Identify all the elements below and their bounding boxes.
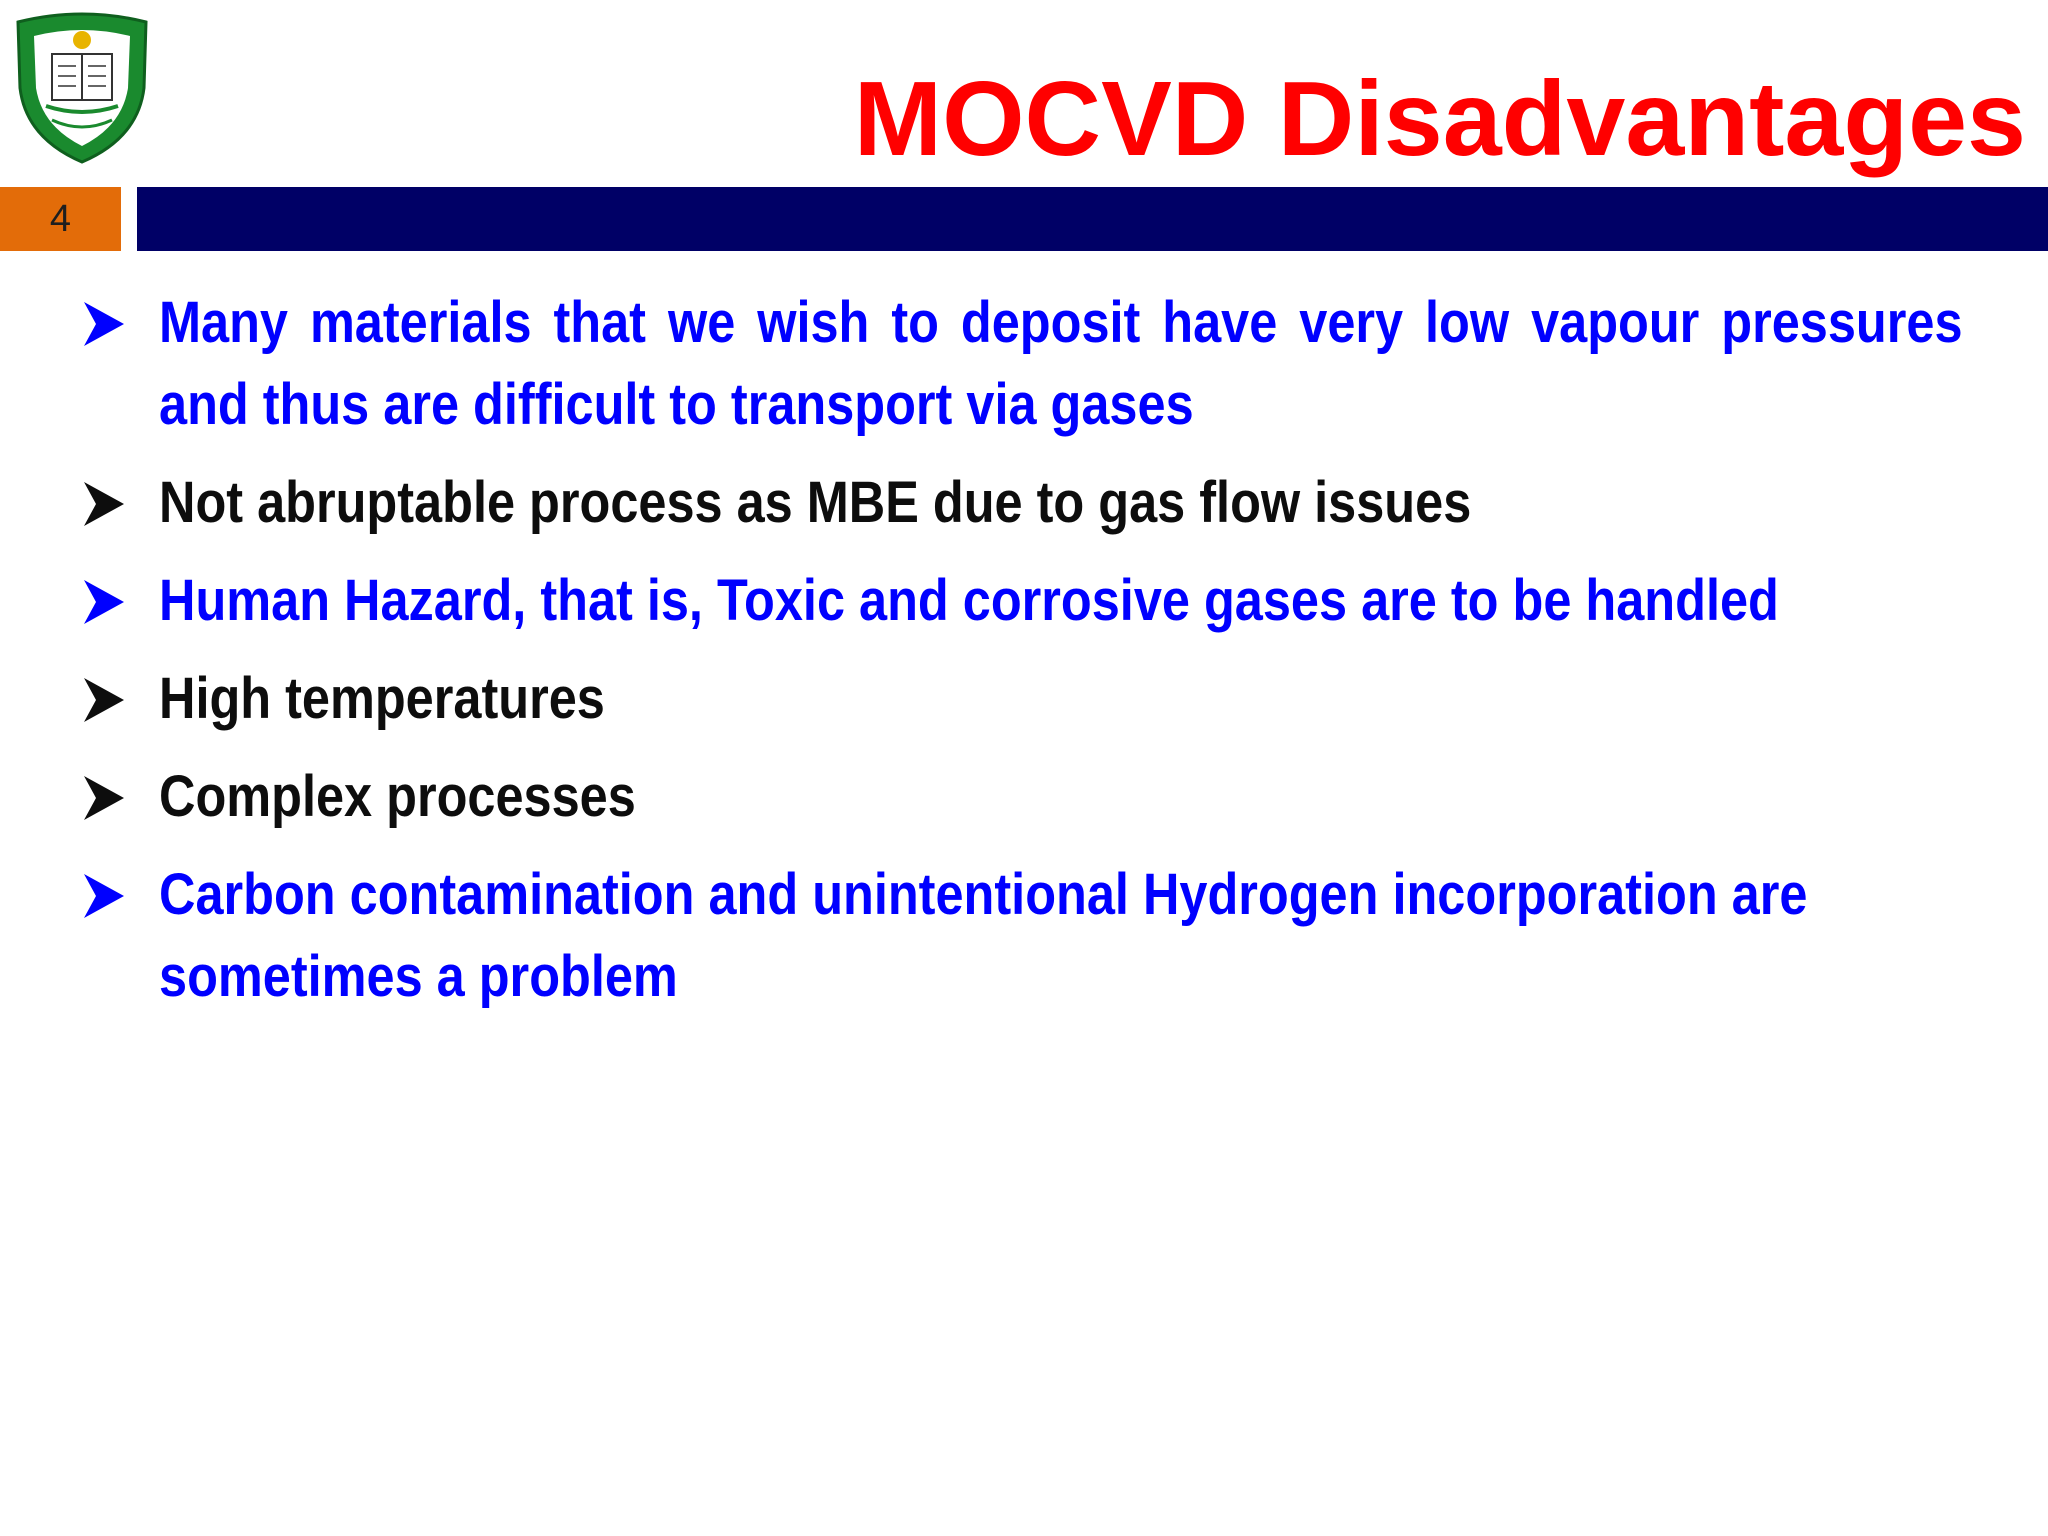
university-crest-icon [12,10,152,165]
bullet-item [82,560,1992,642]
title-divider-bar [137,187,2048,251]
arrow-bullet-icon [82,560,159,626]
bullet-item [82,854,1992,1018]
bullet-list [82,282,1992,1034]
arrow-bullet-icon [82,756,159,822]
bullet-text: Complex processes [159,764,636,829]
arrow-bullet-icon [82,282,159,348]
bullet-text: Carbon contamination and unintentional Hydrogen incorporation are sometimes a problem [159,862,1808,1009]
bullet-text: Human Hazard, that is, Toxic and corrosive gases are to be handled [159,568,1779,633]
bullet-item [82,282,1992,446]
bullet-text: Many materials that we wish to deposit have very low vapour pressures and thus are difficult to transport via gases [159,290,1963,437]
page-number: 4 [49,197,72,240]
arrow-bullet-icon [82,658,159,724]
slide-title: MOCVD Disadvantages [853,60,2026,178]
bullet-text: Not abruptable process as MBE due to gas flow issues [159,470,1472,535]
bullet-text: High temperatures [159,666,605,731]
bullet-item [82,462,1992,544]
bullet-item [82,756,1992,838]
arrow-bullet-icon [82,462,159,528]
bullet-item [82,658,1992,740]
page-number-badge [0,187,121,251]
arrow-bullet-icon [82,854,159,920]
